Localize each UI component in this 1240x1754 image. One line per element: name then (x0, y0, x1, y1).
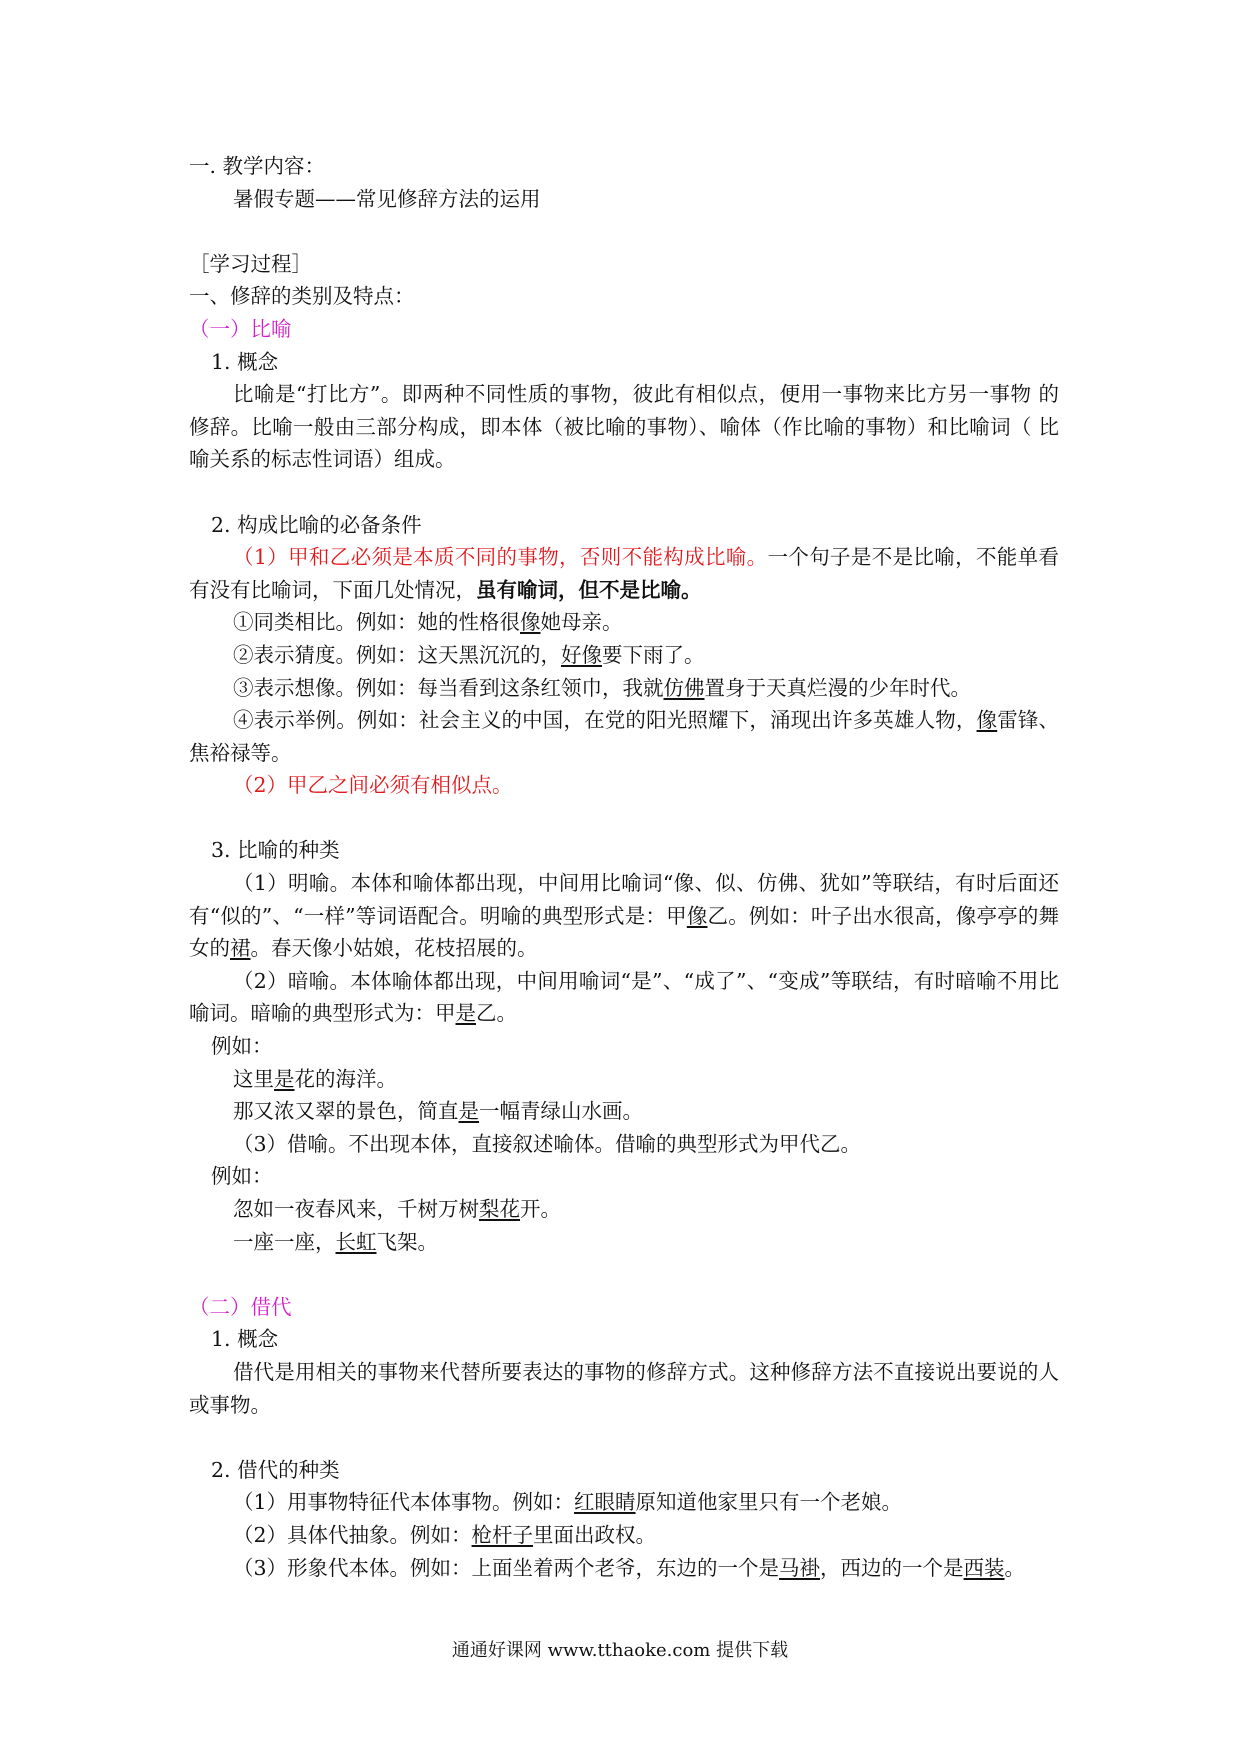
borrowed-metaphor: （3）借喻。不出现本体，直接叙述喻体。借喻的典型形式为甲代乙。 (233, 1131, 862, 1156)
condition-1 (189, 541, 1059, 606)
example-label: 例如： (211, 1164, 273, 1189)
underlined-word: 梨花 (479, 1197, 520, 1221)
metonymy-concept-text: 借代是用相关的事物来代替所要表达的事物的修辞方式。这种修辞方法不直接说出要说的人或事物。 (189, 1359, 1059, 1417)
example-2: ②表示猜度。例如：这天黑沉沉的，好像要下雨了。 (233, 642, 705, 667)
document-body (189, 150, 1059, 1584)
example-label: 例如： (211, 1034, 273, 1059)
implicit-example-2: 那又浓又翠的景色，简直是一幅青绿山水画。 (233, 1099, 643, 1124)
underlined-word: 是 (458, 1099, 479, 1124)
page-footer: 通通好课网 www.tthaoke.com 提供下载 (451, 1640, 789, 1661)
metaphor-concept-heading: 1. 概念 (211, 349, 279, 374)
conditions-heading: 2. 构成比喻的必备条件 (211, 512, 422, 537)
underlined-word: 好像 (561, 642, 602, 667)
underlined-word: 枪杆子 (471, 1522, 534, 1547)
underlined-word: 是 (274, 1066, 295, 1091)
simile-paragraph: （1）明喻。本体和喻体都出现，中间用比喻词“像、似、仿佛、犹如”等联结，有时后面还有“似的”、“一样”等词语配合。明喻的典型形式是：甲像乙。例如：叶子出水很高，像亭亭的舞女的裙。春天像小姑娘，花枝招展的。 (189, 871, 1060, 961)
example-1: ①同类相比。例如：她的性格很像她母亲。 (233, 610, 623, 635)
implicit-paragraph: （2）暗喻。本体喻体都出现，中间用喻词“是”、“成了”、“变成”等联结，有时暗喻不用比喻词。暗喻的典型形式为：甲是乙。 (189, 968, 1059, 1026)
metonymy-type-3: （3）形象代本体。例如：上面坐着两个老爷，东边的一个是马褂，西边的一个是西装。 (233, 1555, 1026, 1580)
underlined-word: 仿佛 (663, 675, 705, 700)
underlined-word: 长虹 (335, 1229, 377, 1254)
metonymy-concept-heading: 1. 概念 (211, 1327, 279, 1352)
metonymy-types-heading: 2. 借代的种类 (211, 1457, 340, 1482)
metonymy-type-1: （1）用事物特征代本体事物。例如：红眼睛原知道他家里只有一个老娘。 (233, 1490, 903, 1515)
underlined-word: 裙 (230, 936, 251, 961)
metaphor-title: （一）比喻 (189, 316, 292, 341)
metaphor-concept-text: 比喻是“打比方”。即两种不同性质的事物，彼此有相似点，便用一事物来比方另一事物 的修辞。比喻一般由三部分构成，即本体（被比喻的事物）、喻体（作比喻的事物）和比喻词（ 比喻关系的标志性词语）组成。 (189, 382, 1059, 472)
underlined-word: 像 (976, 708, 998, 733)
category-title: 一、修辞的类别及特点： (189, 284, 415, 309)
process-label: ［学习过程］ (189, 251, 312, 276)
borrowed-example-2: 一座一座，长虹飞架。 (233, 1229, 438, 1254)
metonymy-type-2: （2）具体代抽象。例如：枪杆子里面出政权。 (233, 1522, 657, 1547)
underlined-word: 红眼睛 (574, 1490, 636, 1515)
condition-1-bold: 虽有喻词，但不是比喻。 (476, 577, 702, 602)
example-4: ④表示举例。例如：社会主义的中国，在党的阳光照耀下，涌现出许多英雄人物，像雷锋、焦裕禄等。 (189, 708, 1060, 765)
condition-1-rest: 一个句子是不是比喻，不能单看有没有比喻词，下面几处情况， (189, 545, 1059, 602)
underlined-word: 马褂 (779, 1555, 821, 1580)
underlined-word: 像 (520, 610, 541, 635)
metonymy-title: （二）借代 (189, 1294, 292, 1319)
underlined-word: 是 (455, 1001, 476, 1026)
implicit-example-1: 这里是花的海洋。 (233, 1066, 397, 1091)
section-heading: 一. 教学内容： (189, 154, 326, 178)
metaphor-types-heading: 3. 比喻的种类 (211, 838, 340, 863)
condition-2: （2）甲乙之间必须有相似点。 (233, 773, 513, 798)
borrowed-example-1: 忽如一夜春风来，千树万树梨花开。 (233, 1197, 561, 1221)
underlined-word: 西装 (963, 1555, 1005, 1580)
example-3: ③表示想像。例如：每当看到这条红领巾，我就仿佛置身于天真烂漫的少年时代。 (233, 675, 971, 700)
condition-1-red: （1）甲和乙必须是本质不同的事物，否则不能构成比喻。 (233, 545, 768, 570)
topic-title: 暑假专题——常见修辞方法的运用 (233, 186, 541, 211)
underlined-word: 像 (686, 903, 708, 928)
